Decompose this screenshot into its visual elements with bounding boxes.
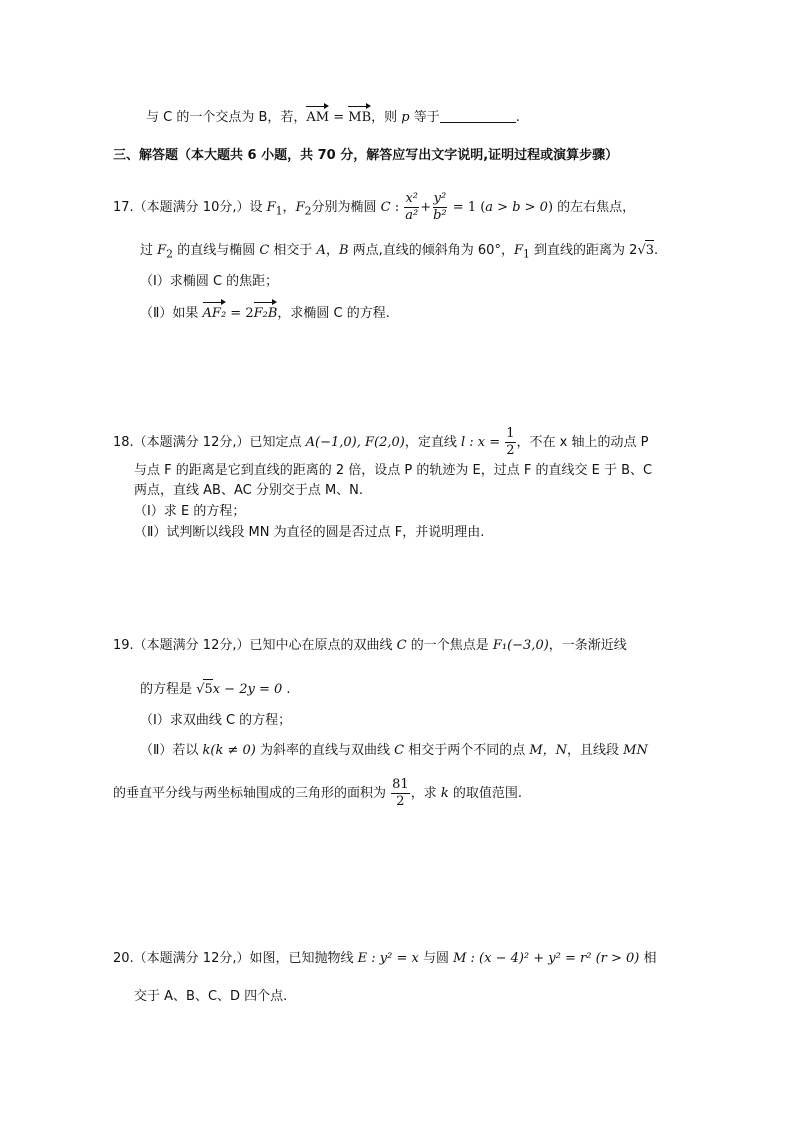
q17-cond: a > b > 0 xyxy=(485,200,548,215)
section-title: 三、解答题（本大题共 6 小题，共 70 分，解答应写出文字说明,证明过程或演算步骤） xyxy=(113,148,619,163)
q19-part1: （Ⅰ）求双曲线 C 的方程； xyxy=(140,713,292,728)
q19-k: k(k ≠ 0) xyxy=(202,743,256,758)
q18-part2: （Ⅱ）试判断以线段 MN 为直径的圆是否过点 F，并说明理由. xyxy=(134,525,485,540)
q18-l1-b: ，定直线 xyxy=(404,435,461,450)
vector-mb: MB xyxy=(348,108,371,128)
q17-c: C xyxy=(380,200,391,215)
top-line-middle: ，则 xyxy=(371,110,402,125)
variable-p: p xyxy=(401,110,410,125)
q20-circle: M : (x − 4)² + y² = r² (r > 0) xyxy=(453,951,640,966)
q17-l2-a: 过 xyxy=(140,243,158,258)
vector-af2: AF₂ xyxy=(203,304,227,324)
q17-l2-B: B xyxy=(338,243,349,258)
q17-f2: F xyxy=(295,200,305,215)
q17-l2-f: 两点,直线的倾斜角为 60°， xyxy=(348,243,514,258)
q19-l2-c: . xyxy=(282,682,291,697)
q19-l5-c: 的取值范围. xyxy=(448,786,522,801)
q19-l2-a: 的方程是 xyxy=(140,682,197,697)
q17-frac-x xyxy=(404,191,419,224)
q17-eq1: = 1 ( xyxy=(448,200,486,215)
top-line: 与 C 的一个交点为 B，若，AM = MB，则 p 等于 . xyxy=(146,108,520,128)
q17-l2-f1-sub: 1 xyxy=(523,247,530,261)
q20-line1 xyxy=(113,949,657,969)
q19-frac-den: 2 xyxy=(396,794,405,809)
q19-l1-d: ，一条渐近线 xyxy=(548,638,627,653)
q19-l5-b: ，求 xyxy=(410,786,441,801)
q17-l2-e: ， xyxy=(325,243,339,258)
q17-colon: : xyxy=(390,200,404,215)
q17-l2-end: . xyxy=(654,243,659,258)
q17-tail: 的左右焦点， xyxy=(553,200,636,215)
q20-l1-c: 相 xyxy=(639,951,657,966)
q17-sep: ， xyxy=(282,200,296,215)
q17-part2 xyxy=(140,304,390,324)
q17-part1: （Ⅰ）求椭圆 C 的焦距； xyxy=(140,274,279,289)
vector-am: AM xyxy=(306,108,329,128)
q17-f1: F xyxy=(266,200,276,215)
q17-frac-x-den: a² xyxy=(405,208,419,223)
q17-frac-y-den: b² xyxy=(433,208,447,223)
q19-asymptote: x − 2y = 0 xyxy=(212,682,283,697)
q18-l1-c: ，不在 x 轴上的动点 P xyxy=(516,435,649,450)
q19-p2-e: ，且线段 xyxy=(567,743,624,758)
q17-line1 xyxy=(113,191,635,224)
top-line-prefix: 与 C 的一个交点为 B，若， xyxy=(146,110,307,125)
vector-f2b: F₂B xyxy=(254,304,278,324)
q19-line2: 的方程是 √5x − 2y = 0 . xyxy=(140,679,291,700)
q17-l2-f1: F xyxy=(513,243,523,258)
q19-frac-num: 81 xyxy=(392,777,409,792)
q19-c: C xyxy=(396,638,407,653)
q18-frac-num: 1 xyxy=(506,426,515,441)
q19-l1-a: 19.（本题满分 12分,）已知中心在原点的双曲线 xyxy=(113,638,397,653)
q17-mid: 分别为椭圆 xyxy=(311,200,381,215)
q19-l5-a: 的垂直平分线与两坐标轴围成的三角形的面积为 xyxy=(113,786,391,801)
q17-f2-sub: 2 xyxy=(304,204,312,218)
q17-f1-sub: 1 xyxy=(275,204,283,218)
q19-p2-c: C xyxy=(394,743,405,758)
q19-p2-d: 相交于两个不同的点 xyxy=(404,743,530,758)
q17-l2-c: C xyxy=(259,243,270,258)
q19-focus: F₁(−3,0) xyxy=(492,638,549,653)
q19-p2-a: （Ⅱ）若以 xyxy=(140,743,203,758)
q19-l1-b: 的一个焦点是 xyxy=(406,638,493,653)
q18-line2: 与点 F 的距离是它到直线的距离的 2 倍，设点 P 的轨迹为 E，过点 F 的直线交 E 于 B、C xyxy=(134,463,653,478)
q17-p2-eq: = 2 xyxy=(226,306,254,321)
q17-close: ) xyxy=(547,200,554,215)
q19-mn2: MN xyxy=(623,743,648,758)
q19-l5-k: k xyxy=(440,786,449,801)
q19-frac xyxy=(391,777,410,810)
q18-frac xyxy=(505,426,515,459)
q19-part2 xyxy=(140,741,648,761)
q17-frac-x-num: x² xyxy=(405,191,418,206)
q20-l1-b: 与圆 xyxy=(418,951,454,966)
q18-frac-den: 2 xyxy=(506,443,515,458)
q19-mn: M，N xyxy=(529,743,568,758)
equals-sign: = xyxy=(329,110,349,125)
q17-frac-y xyxy=(432,191,448,224)
q17-l2-b: 的直线与椭圆 xyxy=(173,243,260,258)
q20-parabola: E : y² = x xyxy=(357,951,419,966)
q18-points: A(−1,0), F(2,0) xyxy=(305,435,405,450)
q18-part1: （Ⅰ）求 E 的方程； xyxy=(134,504,246,519)
q17-l2-d: 相交于 xyxy=(269,243,317,258)
q19-line1 xyxy=(113,636,627,656)
q18-line-l: l : x = xyxy=(460,435,505,450)
top-line-suffix: 等于 xyxy=(409,110,440,125)
q17-p2-a: （Ⅱ）如果 xyxy=(140,306,203,321)
q19-line5 xyxy=(113,777,522,810)
q17-frac-y-num: y² xyxy=(433,191,447,206)
q20-line2: 交于 A、B、C、D 四个点. xyxy=(134,989,288,1004)
q17-l2-sqrt: 3 xyxy=(645,240,654,261)
answer-blank[interactable] xyxy=(440,108,516,123)
q19-sqrt: 5 xyxy=(203,679,212,700)
q18-line1 xyxy=(113,426,648,459)
q18-l1-a: 18.（本题满分 12分,）已知定点 xyxy=(113,435,306,450)
q17-l2-A: A xyxy=(316,243,326,258)
q19-p2-b: 为斜率的直线与双曲线 xyxy=(255,743,395,758)
q18-line3: 两点，直线 AB、AC 分别交于点 M、N. xyxy=(134,483,364,498)
q17-p2-b: ，求椭圆 C 的方程. xyxy=(277,306,390,321)
q20-l1-a: 20.（本题满分 12分,）如图，已知抛物线 xyxy=(113,951,358,966)
q17-l2-g: 到直线的距离为 2 xyxy=(529,243,638,258)
q17-l2-f2-sub: 2 xyxy=(166,247,174,261)
q17-plus: + xyxy=(420,200,432,215)
q17-l2-f2: F xyxy=(157,243,167,258)
q17-line2: 过 $F_2$ 的直线与椭圆 C 相交于 A，B 两点,直线的倾斜角为 60°，$F_1$ 到直线的距离为 2√3. xyxy=(140,240,658,265)
q17-head: 17.（本题满分 10分,）设 xyxy=(113,200,267,215)
